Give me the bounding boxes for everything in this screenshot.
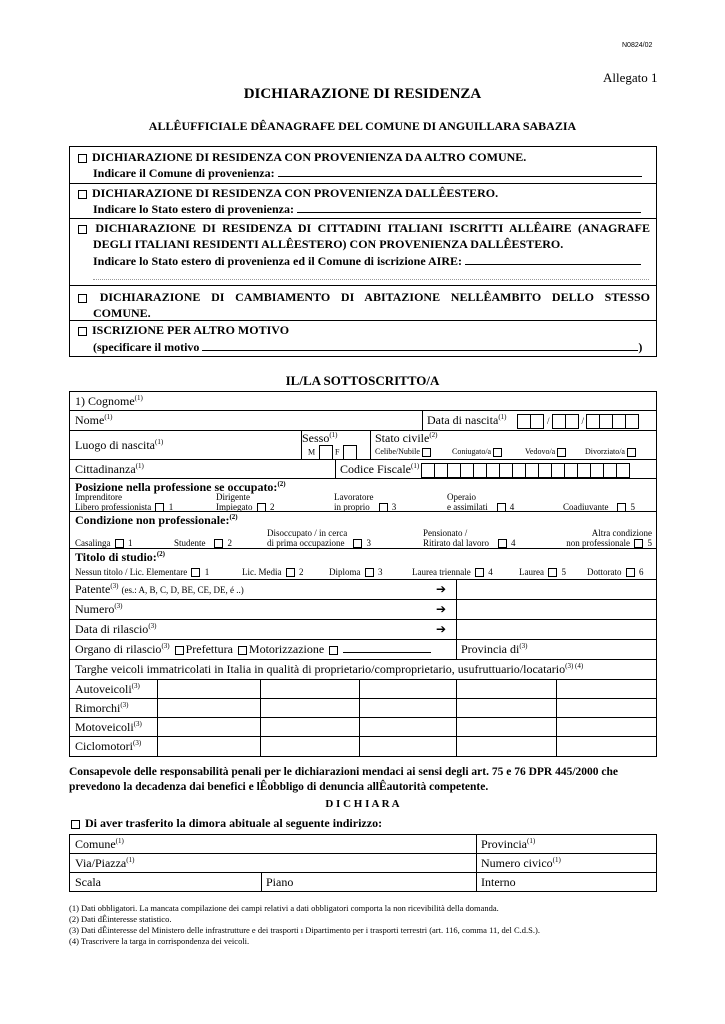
interno-label: Interno	[481, 875, 516, 889]
altra-option[interactable]: Altra condizione non professionale 5	[566, 528, 652, 548]
operaio-option[interactable]: Operaio e assimilati 4	[447, 492, 515, 512]
arrow-icon: ➔	[436, 602, 447, 616]
comune-provenienza-field[interactable]	[278, 176, 642, 177]
consapevole-text-2: prevedono la decadenza dai benefici e lÊobbligo di denuncia allÊautorità competente.	[69, 781, 489, 793]
provincia-label: Provincia$^{(1)}$	[481, 837, 536, 851]
targhe-row	[69, 659, 657, 680]
numero-row[interactable]	[69, 599, 657, 620]
other-checkbox[interactable]	[329, 646, 338, 655]
patente-row[interactable]	[69, 579, 657, 600]
page-subtitle: ALLÊUFFICIALE DÊANAGRAFE DEL COMUNE DI ANGUILLARA SABAZIA	[148, 119, 577, 133]
option-label: ISCRIZIONE PER ALTRO MOTIVO	[92, 323, 290, 337]
prefettura-checkbox[interactable]	[175, 646, 184, 655]
luogo-row	[69, 430, 657, 460]
grid-line	[157, 679, 158, 757]
trasferito-label: Di aver trasferito la dimora abituale al seguente indirizzo:	[85, 816, 383, 830]
vedovo-option[interactable]: Vedovo/a	[525, 447, 568, 457]
arrow-icon: ➔	[436, 582, 447, 596]
titolo-label: Titolo di studio:$^{(2)}$	[75, 550, 165, 564]
aire-field[interactable]	[465, 264, 641, 265]
coniugato-option[interactable]: Coniugato/a	[452, 447, 504, 457]
option-label: DICHIARAZIONE DI RESIDENZA CON PROVENIENZA DA ALTRO COMUNE.	[92, 150, 527, 164]
grid-line	[359, 679, 360, 757]
patente-label: Patente$^{(3)}$ (es.: A, B, C, D, BE, CE, DE, é ..)	[75, 582, 244, 596]
cittadinanza-label: Cittadinanza$^{(1)}$	[75, 462, 144, 476]
autoveicoli-label: Autoveicoli$^{(3)}$	[75, 682, 140, 696]
lic-media-option[interactable]: Lic. Media 2	[242, 567, 304, 577]
checkbox[interactable]	[78, 154, 87, 163]
footnote: (3) Dati dÊinteresse del Ministero delle infrastrutture e dei trasporti ı Dipartimento per i trasporti terrestri (art. 116, comma 11, del C.d.S.).	[69, 925, 540, 935]
option-detail	[93, 202, 641, 217]
nome-label: Nome$^{(1)}$	[75, 413, 113, 427]
divider	[456, 600, 457, 619]
option-detail-label: Indicare il Comune di provenienza:	[93, 166, 275, 180]
option-estero[interactable]	[76, 186, 498, 201]
divider	[261, 873, 262, 891]
motoveicoli-label: Motoveicoli$^{(3)}$	[75, 720, 142, 734]
piano-label: Piano	[266, 875, 294, 889]
option-detail	[93, 340, 642, 355]
pensionato-option[interactable]: Pensionato / Ritirato dal lavoro 4	[423, 528, 516, 548]
divider	[476, 854, 477, 872]
data-rilascio-label: Data di rilascio$^{(3)}$	[75, 622, 157, 636]
ciclomotori-label: Ciclomotori$^{(3)}$	[75, 739, 142, 753]
grid-line	[260, 679, 261, 757]
option-aire-cont: DEGLI ITALIANI RESIDENTI ALLÊESTERO) CON PROVENIENZA DALLÊESTERO.	[93, 237, 564, 251]
cittadinanza-row	[69, 459, 657, 479]
option-label: DICHIARAZIONE DI CAMBIAMENTO DI ABITAZIONE NELLÊAMBITO DELLO STESSO	[99, 290, 651, 304]
footnotes	[69, 903, 540, 947]
organo-row	[69, 639, 657, 660]
scala-label: Scala	[75, 875, 101, 889]
page-title: DICHIARAZIONE DI RESIDENZA	[243, 86, 482, 102]
nome-row	[69, 410, 657, 431]
scala-row	[69, 872, 657, 892]
sesso-label: Sesso$^{(1)}$	[302, 431, 338, 445]
divider	[370, 431, 371, 459]
divider	[456, 580, 457, 599]
studente-option[interactable]: Studente 2	[174, 538, 232, 548]
codice-fiscale-field[interactable]	[422, 462, 630, 478]
option-detail	[93, 166, 642, 181]
divider	[456, 640, 457, 659]
footnote: (2) Dati dÊinteresse statistico.	[69, 914, 172, 924]
comune-row	[69, 834, 657, 854]
option-label: DICHIARAZIONE DI RESIDENZA DI CITTADINI ITALIANI ISCRITTI ALLÊAIRE (ANAGRAFE	[95, 221, 650, 235]
checkbox[interactable]	[78, 327, 87, 336]
nessun-titolo-option[interactable]: Nessun titolo / Lic. Elementare 1	[75, 567, 210, 577]
titolo-row	[69, 548, 657, 580]
option-label: DICHIARAZIONE DI RESIDENZA CON PROVENIENZA DALLÊESTERO.	[92, 186, 499, 200]
footnote: (4) Trascrivere la targa in corrispondenza dei veicoli.	[69, 936, 250, 946]
cognome-row[interactable]	[69, 391, 657, 411]
sesso-m[interactable]: M	[308, 445, 333, 460]
trasferito-option[interactable]	[69, 816, 382, 831]
divider	[476, 835, 477, 853]
via-label: Via/Piazza$^{(1)}$	[75, 856, 135, 870]
codice-fiscale-label: Codice Fiscale$^{(1)}$	[340, 462, 420, 476]
sesso-f[interactable]: F	[335, 445, 357, 460]
coadiuvante-option[interactable]: Coadiuvante 5	[563, 502, 635, 512]
disoccupato-option[interactable]: Disoccupato / in cerca di prima occupazione 3	[267, 528, 371, 548]
grid-line	[456, 679, 457, 757]
form-code: N0824/02	[622, 42, 653, 49]
celibe-option[interactable]: Celibe/Nubile	[375, 447, 433, 457]
option-cambiamento[interactable]	[76, 290, 650, 305]
stato-estero-field[interactable]	[297, 212, 641, 213]
aire-field-line[interactable]	[93, 279, 649, 280]
paren-close: )	[638, 340, 643, 354]
data-nascita-field[interactable]: / /	[518, 413, 639, 429]
luogo-nascita-label: Luogo di nascita$^{(1)}$	[75, 438, 164, 452]
checkbox[interactable]	[78, 225, 87, 234]
section-title: IL/LA SOTTOSCRITTO/A	[285, 373, 440, 388]
checkbox[interactable]	[78, 294, 87, 303]
option-detail-label: Indicare lo Stato estero di provenienza:	[93, 202, 294, 216]
organo-other-field[interactable]	[343, 652, 431, 653]
option-aire[interactable]	[76, 221, 650, 236]
divorziato-option[interactable]: Divorziato/a	[585, 447, 638, 457]
rimorchi-label: Rimorchi$^{(3)}$	[75, 701, 129, 715]
imprenditore-option[interactable]: Imprenditore Libero professionista 1	[75, 492, 174, 512]
stato-civile-label: Stato civile$^{(2)}$	[375, 431, 438, 445]
dirigente-option[interactable]: Dirigente Impiegato 2	[216, 492, 275, 512]
dichiara-heading: D I C H I A R A	[325, 798, 400, 810]
divider	[456, 620, 457, 639]
comune-label: Comune$^{(1)}$	[75, 837, 124, 851]
data-rilascio-row[interactable]	[69, 619, 657, 640]
organo-label: Organo di rilascio$^{(3)}$ Prefettura Motorizzazione	[75, 642, 431, 657]
provincia-di-label: Provincia $di^{(3)}$	[461, 642, 528, 656]
arrow-icon: ➔	[436, 622, 447, 636]
data-nascita-label: Data di nascita$^{(1)}$	[427, 413, 507, 427]
motivo-field[interactable]	[202, 350, 638, 351]
targhe-label: Targhe veicoli immatricolati in Italia in qualità di proprietario/comproprietario, usufruttuario/locatario$^{(3) (4)}$	[75, 662, 584, 676]
divider	[335, 460, 336, 478]
casalinga-option[interactable]: Casalinga 1	[75, 538, 133, 548]
diploma-option[interactable]: Diploma 3	[329, 567, 383, 577]
divider	[476, 873, 477, 891]
lavoratore-option[interactable]: Lavoratore in proprio 3	[334, 492, 397, 512]
option-detail	[93, 254, 641, 269]
option-detail-label: Indicare lo Stato estero di provenienza ed il Comune di iscrizione AIRE:	[93, 254, 462, 268]
option-detail-label: (specificare il motivo	[93, 340, 200, 354]
cognome-label: 1) Cognome$^{(1)}$	[75, 394, 143, 408]
laurea-option[interactable]: Laurea 5	[519, 567, 566, 577]
footnote: (1) Dati obbligatori. La mancata compilazione dei campi relativi a dati obbligatori comporta la non ricevibilità della domanda.	[69, 903, 499, 913]
via-row	[69, 853, 657, 873]
dottorato-option[interactable]: Dottorato 6	[587, 567, 644, 577]
posizione-label: Posizione nella professione se occupato:$^{(2)}$	[75, 480, 286, 494]
civico-label: Numero civico$^{(1)}$	[481, 856, 561, 870]
grid-line	[556, 679, 557, 757]
allegato-label: Allegato 1	[603, 70, 658, 85]
posizione-row	[69, 478, 657, 512]
option-altro-motivo[interactable]	[76, 323, 289, 338]
option-cambiamento-cont: COMUNE.	[93, 306, 151, 320]
checkbox[interactable]	[71, 820, 80, 829]
condizione-row	[69, 511, 657, 549]
divider	[69, 320, 657, 321]
consapevole-text: Consapevole delle responsabilità penali per le dichiarazioni mendaci ai sensi degli art. 75 e 76 DPR 445/2000 che	[69, 766, 619, 778]
divider	[422, 411, 423, 430]
motorizzazione-checkbox[interactable]	[238, 646, 247, 655]
condizione-label: Condizione non professionale:$^{(2)}$	[75, 513, 238, 527]
divider	[69, 218, 657, 219]
checkbox[interactable]	[78, 190, 87, 199]
option-altro-comune[interactable]	[76, 150, 526, 165]
divider	[69, 183, 657, 184]
laurea-triennale-option[interactable]: Laurea triennale 4	[412, 567, 493, 577]
numero-label: Numero$^{(3)}$	[75, 602, 123, 616]
divider	[69, 285, 657, 286]
